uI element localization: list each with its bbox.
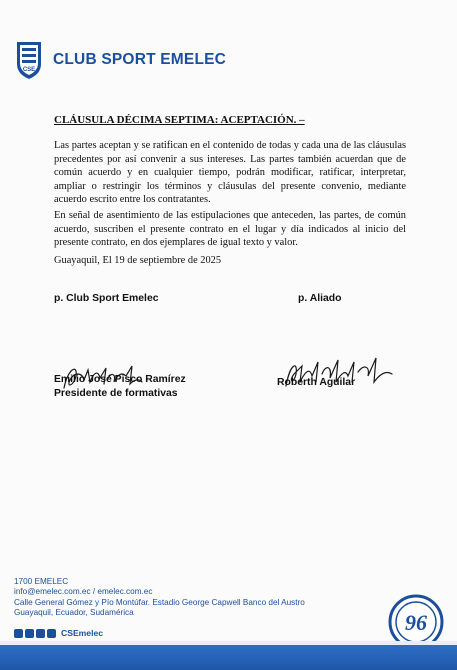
signer-left-name: Emilio José Pisco Ramírez — [54, 374, 186, 385]
social-handle[interactable]: CSEmelec — [61, 628, 104, 638]
footer-phone: 1700 EMELEC — [14, 577, 69, 586]
facebook-icon[interactable] — [14, 629, 23, 638]
crest-text: CSE — [22, 67, 36, 73]
x-icon[interactable] — [25, 629, 34, 638]
letterhead — [14, 40, 226, 80]
footer-stripe — [0, 645, 457, 670]
footer-address-line2: Guayaquil, Ecuador, Sudamérica — [14, 608, 134, 618]
footer-emails: info@emelec.com.ec / emelec.com.ec — [14, 587, 153, 597]
signer-left-role: Presidente de formativas — [54, 388, 178, 399]
paragraph-assent: En señal de asentimiento de las estipulaciones que anteceden, las partes, de común acuerdo, suscriben el presente contrato en el lugar y día indicados al inicio del presente contrato, en dos ejemplares de igual texto y valor. — [54, 210, 406, 249]
instagram-icon[interactable] — [36, 629, 45, 638]
date-line: Guayaquil, El 19 de septiembre de 2025 — [54, 255, 222, 266]
party-club: p. Club Sport Emelec — [54, 293, 159, 304]
footer-contact — [14, 577, 305, 619]
clause-title: CLÁUSULA DÉCIMA SEPTIMA: ACEPTACIÓN. – — [54, 114, 305, 126]
youtube-icon[interactable] — [47, 629, 56, 638]
club-name: CLUB SPORT EMELEC — [53, 51, 227, 68]
signer-right-name: Roberth Aguilar — [277, 377, 356, 388]
footer-address-line1: Calle General Gómez y Pío Montúfar. Estadio George Capwell Banco del Austro — [14, 597, 305, 607]
party-ally: p. Aliado — [298, 293, 342, 304]
paragraph-acceptance: Las partes aceptan y se ratifican en el contenido de todas y cada una de las cláusulas precedentes por así convenir a sus intereses. Las partes también acuerdan que de común acuerdo y en cualquier tiempo, podrán modificar, ratificar, interpretar, ampliar o restringir los términos y cláusulas del presente convenio, mediante acuerdo escrito entre los contratantes. — [54, 140, 406, 206]
club-crest-icon — [14, 40, 44, 80]
badge-text: 96 — [405, 610, 427, 635]
social-links — [14, 628, 103, 638]
